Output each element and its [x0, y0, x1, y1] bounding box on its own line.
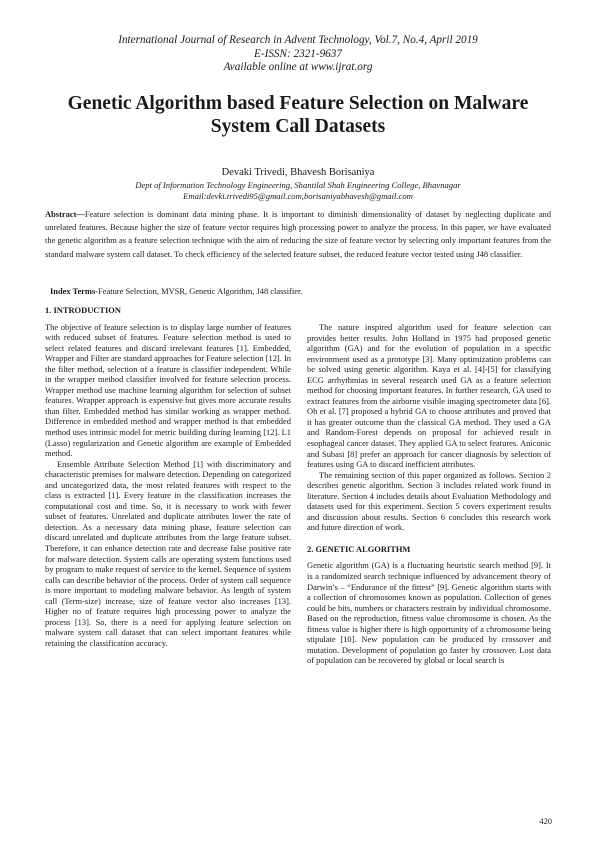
affiliation-email: Email:devki.trivedi95@gmail.com,borisaniyabhavesh@gmail.com: [183, 191, 413, 202]
paper-title: [30, 92, 566, 138]
author-affiliation: [0, 180, 596, 202]
ga-paragraph-1: Genetic algorithm (GA) is a fluctuating heuristic search method [9]. It is a randomized search technique influenced by advancement theory of Darwin’s – “Endurance of the fittest” [9]. Genetic algorithm starts with a collection of chromosomes known as population. Collection of genes could be bits, numbers or characters restrain by individual chromosome. Based on the reproduction, fitness value chromosome is chosen. As the fitness value is higher there is high opportunity of a chromosome being stipulate [10]. New population can be produced by crossover and mutation. Development of population go faster by crossover. Lost data of population can be recovered by global or local search is: [307, 560, 551, 666]
journal-website: Available online at www.ijrat.org: [223, 61, 373, 73]
journal-header: [0, 34, 596, 75]
page-number: 420: [539, 816, 552, 826]
affiliation-department: Dept of Information Technology Engineering, Shantilal Shah Engineering College, Bhavnagar: [135, 180, 461, 190]
index-terms-text: -Feature Selection, MVSR, Genetic Algorithm, J48 classifier.: [95, 286, 303, 296]
section-1-heading: 1. INTRODUCTION: [45, 305, 121, 315]
section-2-heading: 2. GENETIC ALGORITHM: [307, 543, 411, 554]
intro-paragraph-4: The remaining section of this paper organized as follows. Section 2 describes genetic algorithm. Section 3 includes related work found in literature. Section 4 includes details about Evaluation Methodology and datasets used for this experiment. Section 5 covers experiment results and discussion about results. Section 6 concludes this research work and future direction of work.: [307, 469, 551, 533]
intro-paragraph-3: The nature inspired algorithm used for feature selection can provides better results. John Holland in 1975 had proposed genetic algorithm (GA) and for the evolution of population in a specific environment used as a prototype [3]. Many optimization problems can be solved using genetic algorithm. Kaya et al. [4]-[5] for classifying ECG arrhythmias in several research used GA as a feature selection method for choosing important features. In further research, GA used to extract features from the airborne visible imaging spectrometer data [6]. Oh et al. [7] proposed a hybrid GA to choose attributes and proved that it has greater outcome than the classical GA method. They used a GA and Random-Forest depends on proposal for achieved result in esophageal cancer dataset. They applied GA to select features. Aniconic and Subasi [8] prefer an approach for cancer diagnosis by selection of features using GA to discard inefficient attributes.: [307, 322, 551, 470]
intro-paragraph-2: Ensemble Attribute Selection Method [1] with discriminatory and characteristic premises for malware detection. Depending on categorized and uncategorized data, the most related features with respect to the class is extracted [1]. Every feature in the classification increases the computational cost and time. So, it is necessary to work with fewer subset of features. Unrelated and duplicate attributes lower the rate of detection. As a necessary data mining phase, feature selection can discard unrelated and duplicate attributes from the large feature subset. Therefore, it can enhance detection rate and decrease false positive rate for malware detection. System calls are operating system functions used by program to make request of service to the kernel. Sequence of system calls can describe behavior of the process. Order of system call sequence is more important to modeling malware behavior. As length of system call (Term-size) increase, size of feature vector also increases [13]. Higher no of feature requires high processing power to analyze the process [13]. So, there is a need for applying feature selection on malware system call dataset that can select important features while retaining the classification accuracy.: [45, 458, 291, 648]
journal-title: International Journal of Research in Advent Technology, Vol.7, No.4, April 2019: [118, 34, 478, 46]
paper-authors: Devaki Trivedi, Bhavesh Borisaniya: [221, 167, 375, 178]
intro-paragraph-1: The objective of feature selection is to display large number of features with reduced subset of features. Feature selection method is used to select related features and discard irrelevant features [1]. Embedded, Wrapper and Filter are standard approaches for Feature selection [12]. In the filter method, selection of a feature is classifier independent. While in the wrapper method classifier involved for feature selection process. Wrapper method use machine learning algorithm for selection of subset features. Wrapper approach is expensive but gives more accurate results than filter. Embedded method has similar working as wrapper method. Difference in embedded method and wrapper method is that embedded method uses intrinsic model for metric building during learning [12]. L1 (Lasso) regularization and Genetic algorithm are example of Embedded method.: [45, 321, 291, 459]
index-terms: [50, 286, 550, 297]
section-spacer: [307, 533, 551, 544]
abstract-text: Feature selection is dominant data mining phase. It is important to diminish dimensionality of dataset by neglecting duplicate and unrelated features. Because higher the size of feature vector requires high processing power to analyze the process. In this paper, we have evaluated the genetic algorithm as a feature selection technique with the aim of reducing the size of feature vector by selecting only important features from the standard malware system call dataset. To check efficiency of the selected feature subset, the reduced feature vector tested using J48 classifier.: [45, 209, 551, 259]
left-column: [45, 305, 291, 649]
abstract: [45, 208, 551, 261]
right-column: [307, 322, 551, 666]
paper-title-line-2: System Call Datasets: [210, 116, 386, 137]
index-terms-label: Index Terms: [50, 286, 96, 296]
abstract-label: Abstract—: [45, 209, 85, 219]
journal-issn: E-ISSN: 2321-9637: [254, 47, 342, 60]
paper-title-line-1: Genetic Algorithm based Feature Selection on Malware: [67, 93, 529, 114]
